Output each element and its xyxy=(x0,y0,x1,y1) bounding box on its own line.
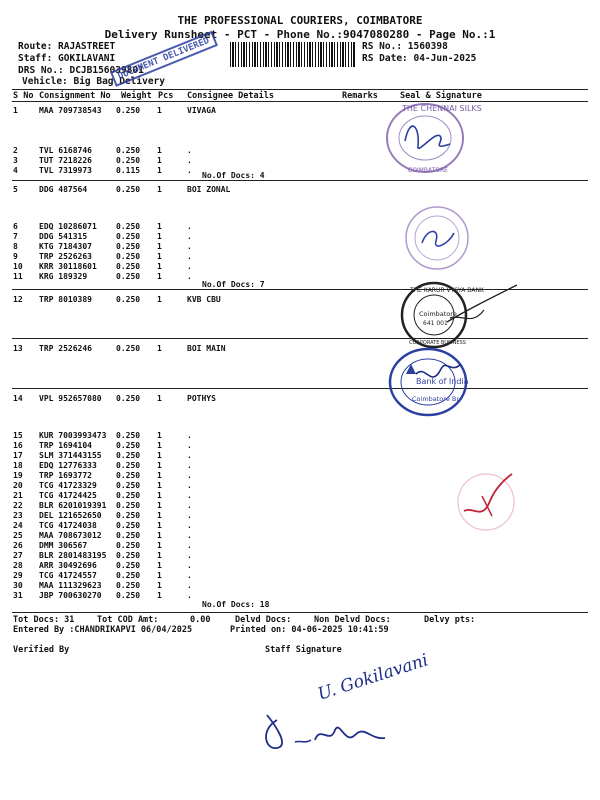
seal-text: Coimbatore xyxy=(419,310,457,318)
cell-cn: BLR 6201019391 xyxy=(39,501,107,510)
cell-pcs: 1 xyxy=(157,441,162,450)
cell-cn: TRP 2526246 xyxy=(39,344,92,353)
col-weight: Weight xyxy=(121,91,152,101)
cell-cn: TRP 8010389 xyxy=(39,295,92,304)
cell-sno: 20 xyxy=(13,481,23,490)
cell-sno: 22 xyxy=(13,501,23,510)
col-pcs: Pcs xyxy=(158,91,174,101)
cell-sno: 21 xyxy=(13,491,23,500)
cell-cn: TUT 7218226 xyxy=(39,156,92,165)
cell-cn: DMM 306567 xyxy=(39,541,88,550)
printed-on: Printed on: 04-06-2025 10:41:59 xyxy=(230,625,389,635)
cell-sno: 17 xyxy=(13,451,23,460)
tot-cod-amount: 0.00 xyxy=(190,615,211,625)
cell-cons: . xyxy=(187,551,192,560)
cell-pcs: 1 xyxy=(157,551,162,560)
seal-text: COIMBATORE xyxy=(408,167,448,174)
cell-pcs: 1 xyxy=(157,581,162,590)
cell-pcs: 1 xyxy=(157,394,162,403)
cell-sno: 5 xyxy=(13,185,18,194)
cell-cons: . xyxy=(187,501,192,510)
cell-sno: 1 xyxy=(13,106,18,115)
cell-cons: . xyxy=(187,262,192,271)
non-delvd-docs: Non Delvd Docs: xyxy=(314,615,391,625)
cell-wt: 0.250 xyxy=(116,561,141,570)
cell-pcs: 1 xyxy=(157,491,162,500)
cell-pcs: 1 xyxy=(157,591,162,600)
cell-cons: . xyxy=(187,222,192,231)
cell-sno: 3 xyxy=(13,156,18,165)
verified-by: Verified By xyxy=(13,645,70,655)
cell-wt: 0.250 xyxy=(116,222,141,231)
cell-sno: 4 xyxy=(13,166,18,175)
cell-pcs: 1 xyxy=(157,185,162,194)
seal-text: CORPORATE BUSINESS xyxy=(409,340,466,346)
drs-number: DRS No.: DCJB156039801 xyxy=(18,65,144,76)
cell-cons: . xyxy=(187,561,192,570)
cell-sno: 16 xyxy=(13,441,23,450)
cell-cn: BLR 2801483195 xyxy=(39,551,107,560)
cell-wt: 0.250 xyxy=(116,461,141,470)
cell-sno: 14 xyxy=(13,394,23,403)
tot-docs: Tot Docs: 31 xyxy=(13,615,75,625)
cell-wt: 0.250 xyxy=(116,262,141,271)
cell-sno: 6 xyxy=(13,222,18,231)
cell-pcs: 1 xyxy=(157,295,162,304)
delivered-stamp-text: DOCUMENT DELIVERED xyxy=(116,35,211,82)
cell-pcs: 1 xyxy=(157,344,162,353)
staff-signature-scrawl: U. Gokilavani xyxy=(315,650,431,705)
pothys-signature xyxy=(452,466,522,536)
cell-sno: 11 xyxy=(13,272,23,281)
boi-zonal-seal xyxy=(402,203,472,273)
cell-cn: TCG 41724038 xyxy=(39,521,97,530)
footer-rule xyxy=(12,612,588,613)
cell-sno: 9 xyxy=(13,252,18,261)
boi-main-seal xyxy=(386,344,476,419)
cell-wt: 0.250 xyxy=(116,541,141,550)
cell-wt: 0.250 xyxy=(116,106,141,115)
cell-wt: 0.250 xyxy=(116,431,141,440)
cell-wt: 0.250 xyxy=(116,146,141,155)
vehicle: Vehicle: Big Bag Delivery xyxy=(22,76,165,87)
group-docs-count: No.Of Docs: 18 xyxy=(202,600,270,609)
cell-cons: . xyxy=(187,441,192,450)
cell-pcs: 1 xyxy=(157,451,162,460)
cell-cn: ARR 30492696 xyxy=(39,561,97,570)
rs-number: RS No.: 1560398 xyxy=(362,41,448,52)
cell-sno: 28 xyxy=(13,561,23,570)
cell-cons: . xyxy=(187,431,192,440)
company-title: THE PROFESSIONAL COURIERS, COIMBATORE xyxy=(177,14,423,27)
cell-pcs: 1 xyxy=(157,262,162,271)
cell-pcs: 1 xyxy=(157,156,162,165)
cell-cn: TVL 7319973 xyxy=(39,166,92,175)
seal-text: Bank of India xyxy=(416,377,469,386)
cell-sno: 18 xyxy=(13,461,23,470)
cell-wt: 0.250 xyxy=(116,591,141,600)
cell-sno: 2 xyxy=(13,146,18,155)
cell-wt: 0.250 xyxy=(116,481,141,490)
kvb-seal xyxy=(392,280,522,350)
cell-cons: . xyxy=(187,541,192,550)
cell-pcs: 1 xyxy=(157,232,162,241)
cell-wt: 0.250 xyxy=(116,232,141,241)
cell-pcs: 1 xyxy=(157,531,162,540)
cell-sno: 24 xyxy=(13,521,23,530)
runsheet-title: Delivery Runsheet - PCT - Phone No.:9047080280 - Page No.:1 xyxy=(104,28,496,41)
cell-cons: . xyxy=(187,511,192,520)
cell-pcs: 1 xyxy=(157,166,162,175)
header-rule-bottom xyxy=(12,101,588,102)
cell-cons: BOI ZONAL xyxy=(187,185,231,194)
cell-cons: . xyxy=(187,242,192,251)
delvd-docs: Delvd Docs: xyxy=(235,615,292,625)
cell-cn: TCG 41723329 xyxy=(39,481,97,490)
cell-sno: 19 xyxy=(13,471,23,480)
cell-sno: 8 xyxy=(13,242,18,251)
cell-wt: 0.250 xyxy=(116,521,141,530)
delvy-pts: Delvy pts: xyxy=(424,615,476,625)
cell-wt: 0.250 xyxy=(116,441,141,450)
cell-wt: 0.250 xyxy=(116,252,141,261)
cell-cn: TCG 41724425 xyxy=(39,491,97,500)
cell-wt: 0.250 xyxy=(116,451,141,460)
cell-cn: TRP 2526263 xyxy=(39,252,92,261)
cell-pcs: 1 xyxy=(157,272,162,281)
cell-wt: 0.250 xyxy=(116,272,141,281)
cell-cn: SLM 371443155 xyxy=(39,451,102,460)
col-consignment: Consignment No xyxy=(39,91,111,101)
cell-cons: . xyxy=(187,481,192,490)
cell-cn: MAA 111329623 xyxy=(39,581,102,590)
cell-cn: JBP 700630270 xyxy=(39,591,102,600)
cell-cn: KTG 7184307 xyxy=(39,242,92,251)
cell-pcs: 1 xyxy=(157,106,162,115)
cell-sno: 7 xyxy=(13,232,18,241)
group-separator xyxy=(12,180,588,181)
cell-cons: BOI MAIN xyxy=(187,344,226,353)
cell-pcs: 1 xyxy=(157,471,162,480)
group-separator xyxy=(12,388,588,389)
cell-cons: . xyxy=(187,146,192,155)
cell-cons: . xyxy=(187,461,192,470)
cell-cn: EDQ 12776333 xyxy=(39,461,97,470)
cell-sno: 23 xyxy=(13,511,23,520)
col-seal: Seal & Signature xyxy=(400,91,482,101)
col-sno: S No xyxy=(13,91,34,101)
cell-cn: DDG 487564 xyxy=(39,185,88,194)
cell-wt: 0.250 xyxy=(116,531,141,540)
cell-cn: KRG 189329 xyxy=(39,272,88,281)
cell-wt: 0.250 xyxy=(116,511,141,520)
cell-cons: . xyxy=(187,166,192,175)
tot-cod-label: Tot COD Amt: xyxy=(97,615,159,625)
barcode xyxy=(230,42,356,67)
seal-text: 641 001 xyxy=(423,320,448,327)
cell-cons: . xyxy=(187,531,192,540)
cell-cn: KUR 7003993473 xyxy=(39,431,107,440)
cell-wt: 0.250 xyxy=(116,501,141,510)
cell-cons: . xyxy=(187,491,192,500)
cell-pcs: 1 xyxy=(157,501,162,510)
col-remarks: Remarks xyxy=(342,91,378,101)
cell-wt: 0.115 xyxy=(116,166,141,175)
cell-cn: DEL 121652650 xyxy=(39,511,102,520)
cell-cons: . xyxy=(187,252,192,261)
cell-cons: . xyxy=(187,571,192,580)
cell-pcs: 1 xyxy=(157,431,162,440)
cell-pcs: 1 xyxy=(157,146,162,155)
cell-sno: 31 xyxy=(13,591,23,600)
cell-wt: 0.250 xyxy=(116,156,141,165)
cell-cons: . xyxy=(187,591,192,600)
group-docs-count: No.Of Docs: 7 xyxy=(202,280,265,289)
cell-pcs: 1 xyxy=(157,481,162,490)
cell-cn: MAA 709738543 xyxy=(39,106,102,115)
cell-cons: . xyxy=(187,156,192,165)
cell-pcs: 1 xyxy=(157,222,162,231)
cell-cn: TRP 1693772 xyxy=(39,471,92,480)
cell-pcs: 1 xyxy=(157,252,162,261)
cell-wt: 0.250 xyxy=(116,571,141,580)
cell-sno: 26 xyxy=(13,541,23,550)
cell-pcs: 1 xyxy=(157,561,162,570)
route: Route: RAJASTREET xyxy=(18,41,116,52)
seal-text: Coimbatore Br xyxy=(412,395,460,403)
cell-cn: TVL 6168746 xyxy=(39,146,92,155)
cell-cons: POTHYS xyxy=(187,394,216,403)
cell-wt: 0.250 xyxy=(116,185,141,194)
staff-signature-label: Staff Signature xyxy=(265,645,342,655)
entered-by: Entered By :CHANDRIKAPVI 06/04/2025 xyxy=(13,625,193,635)
cell-wt: 0.250 xyxy=(116,581,141,590)
cell-cn: DDG 541315 xyxy=(39,232,88,241)
cell-sno: 12 xyxy=(13,295,23,304)
header-rule-top xyxy=(12,89,588,90)
seal-text: THE CHENNAI SILKS xyxy=(402,104,482,113)
cell-cn: KRR 30118601 xyxy=(39,262,97,271)
cell-cons: . xyxy=(187,471,192,480)
cell-wt: 0.250 xyxy=(116,344,141,353)
cell-cn: EDQ 10286071 xyxy=(39,222,97,231)
cell-cons: . xyxy=(187,451,192,460)
col-consignee: Consignee Details xyxy=(187,91,274,101)
cell-pcs: 1 xyxy=(157,521,162,530)
cell-wt: 0.250 xyxy=(116,295,141,304)
cell-sno: 15 xyxy=(13,431,23,440)
cell-sno: 25 xyxy=(13,531,23,540)
cell-cons: . xyxy=(187,521,192,530)
cell-wt: 0.250 xyxy=(116,551,141,560)
cell-wt: 0.250 xyxy=(116,471,141,480)
cell-sno: 29 xyxy=(13,571,23,580)
cell-sno: 10 xyxy=(13,262,23,271)
cell-wt: 0.250 xyxy=(116,242,141,251)
rs-date: RS Date: 04-Jun-2025 xyxy=(362,53,477,64)
cell-cons: . xyxy=(187,272,192,281)
cell-sno: 13 xyxy=(13,344,23,353)
cell-cn: TRP 1694104 xyxy=(39,441,92,450)
cell-pcs: 1 xyxy=(157,242,162,251)
cell-wt: 0.250 xyxy=(116,394,141,403)
cell-wt: 0.250 xyxy=(116,491,141,500)
cell-sno: 30 xyxy=(13,581,23,590)
group-docs-count: No.Of Docs: 4 xyxy=(202,171,265,180)
cell-cn: TCG 41724557 xyxy=(39,571,97,580)
seal-text: THE KARUR VYSYA BANK xyxy=(410,287,484,294)
cell-cons: . xyxy=(187,232,192,241)
cell-pcs: 1 xyxy=(157,571,162,580)
cell-sno: 27 xyxy=(13,551,23,560)
staff: Staff: GOKILAVANI xyxy=(18,53,116,64)
cell-pcs: 1 xyxy=(157,461,162,470)
cell-cn: MAA 708673012 xyxy=(39,531,102,540)
cell-cons: . xyxy=(187,581,192,590)
cell-pcs: 1 xyxy=(157,541,162,550)
staff-handwritten-signature xyxy=(255,630,475,770)
cell-cn: VPL 952657080 xyxy=(39,394,102,403)
cell-cons: KVB CBU xyxy=(187,295,221,304)
cell-pcs: 1 xyxy=(157,511,162,520)
cell-cons: VIVAGA xyxy=(187,106,216,115)
